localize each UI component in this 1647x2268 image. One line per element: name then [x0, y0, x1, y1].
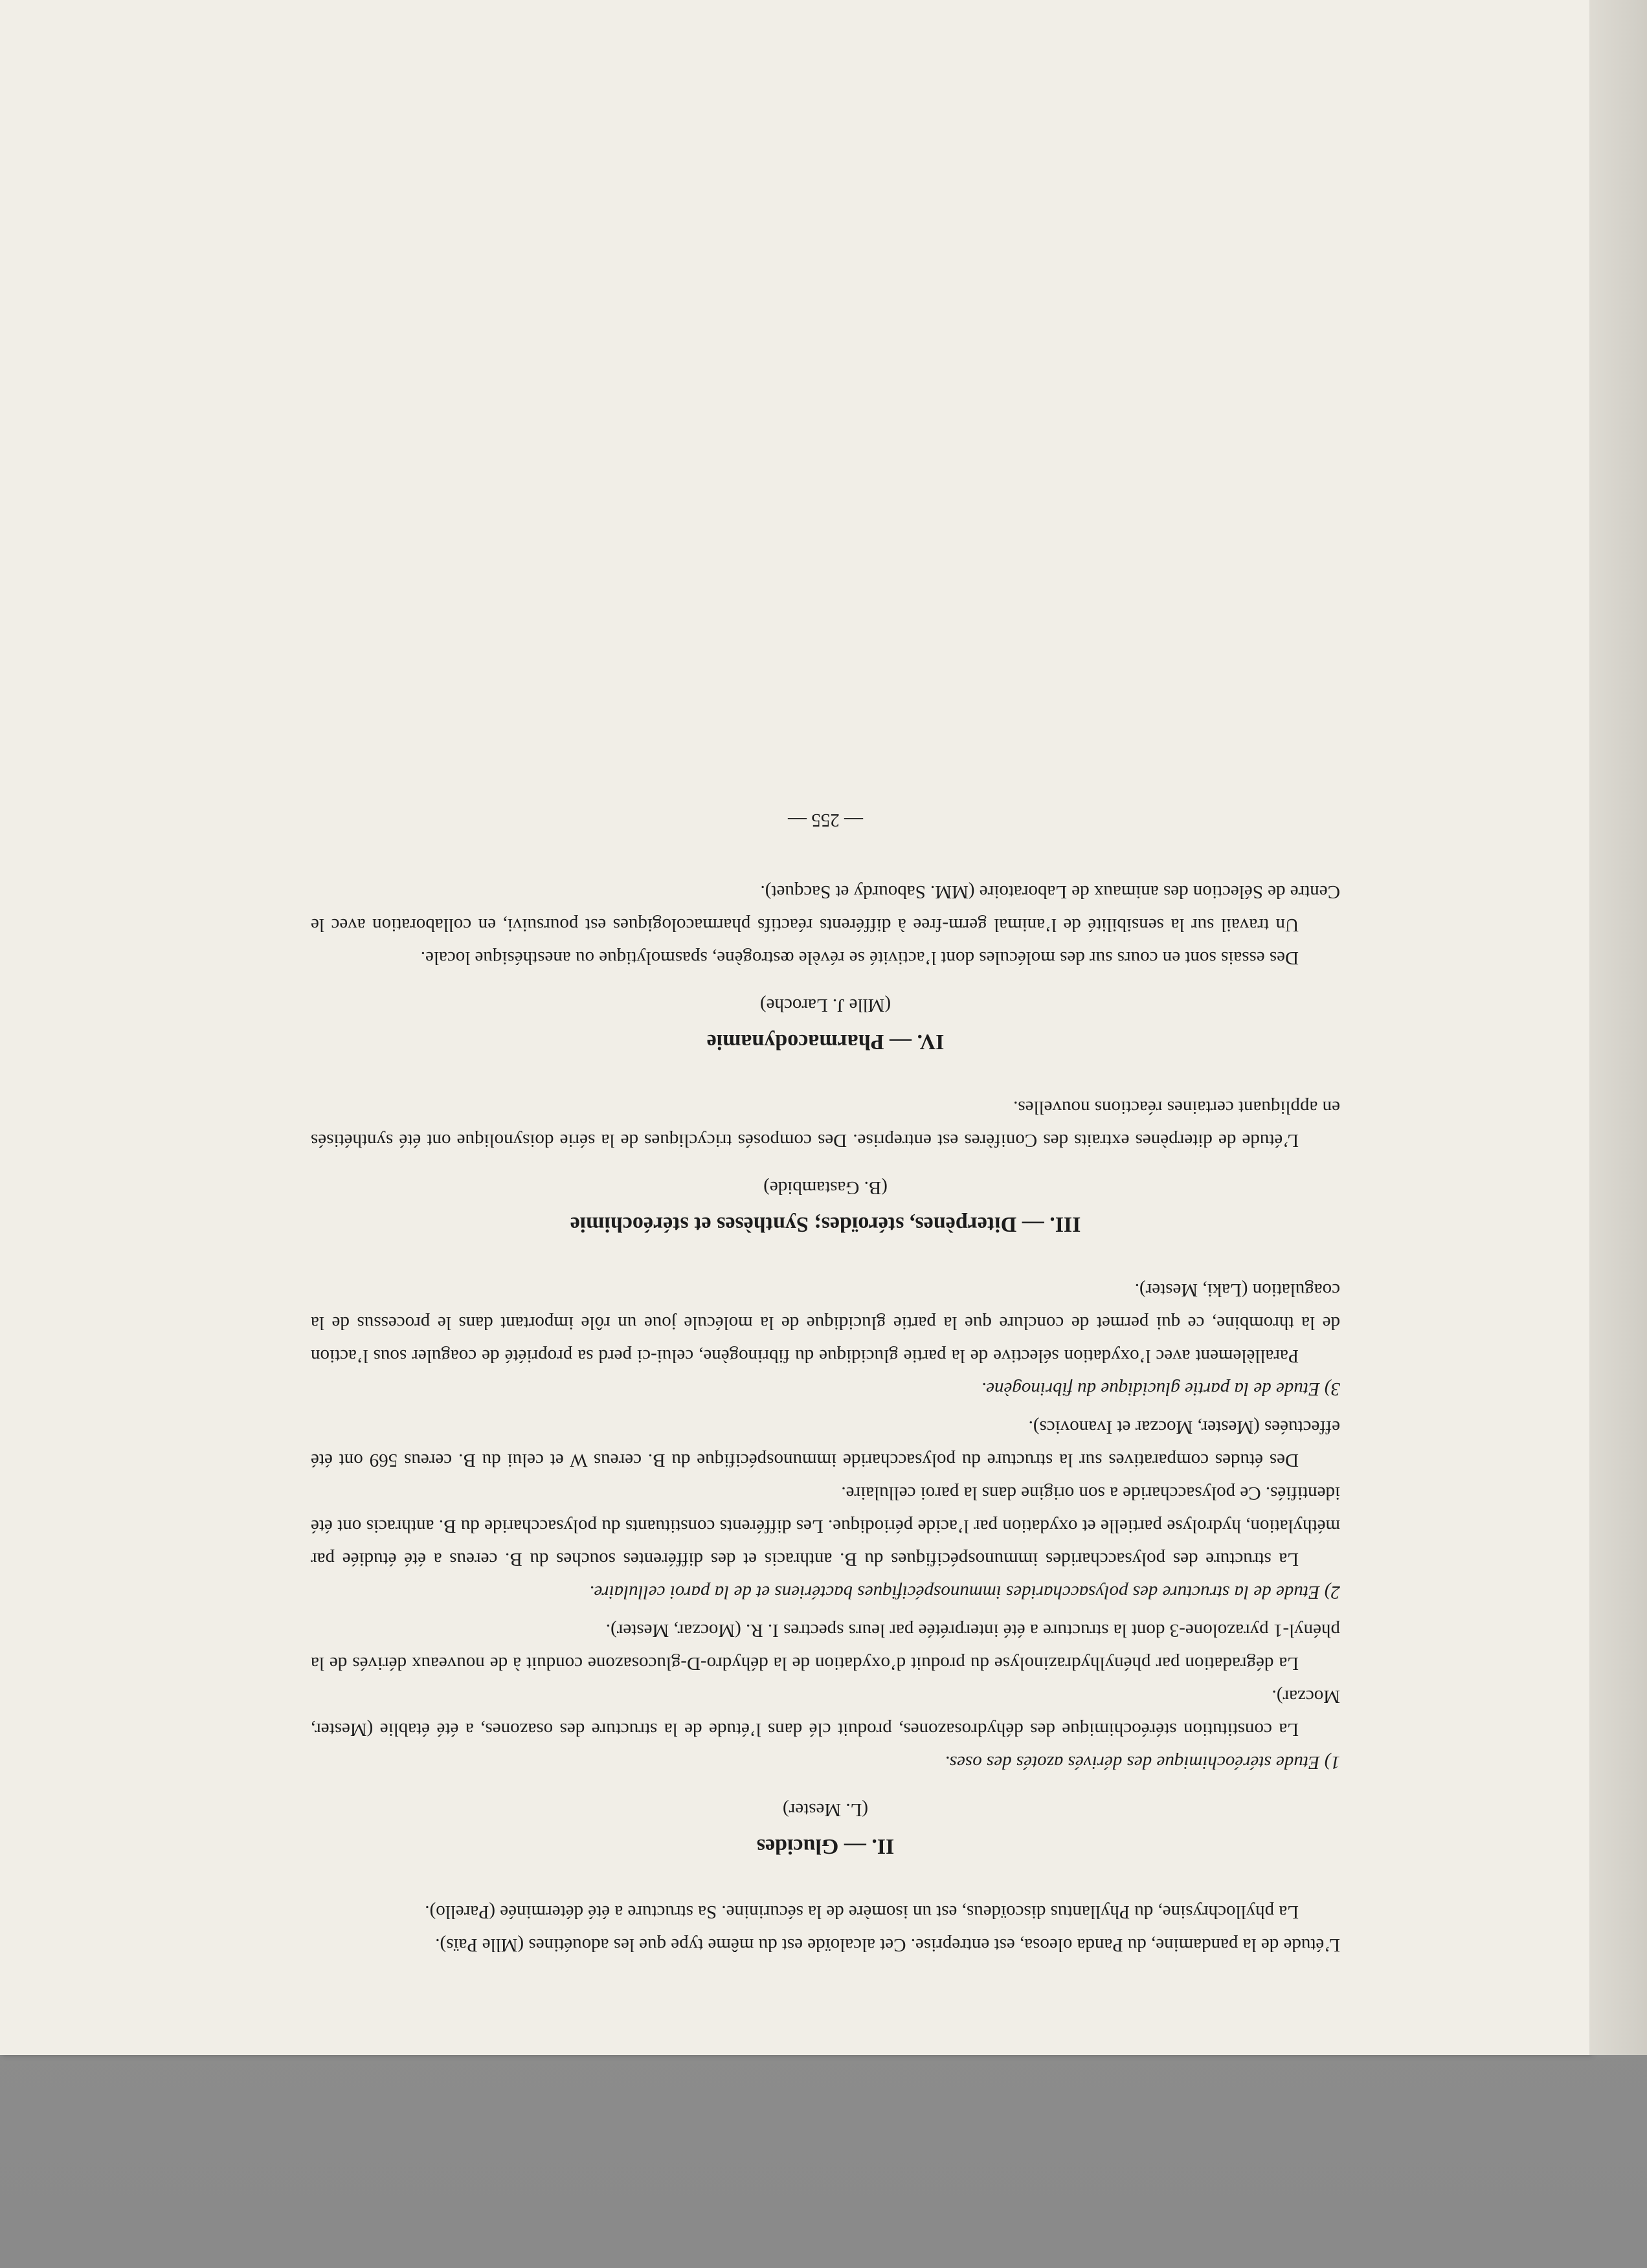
paragraph: Des études comparatives sur la structure du polysaccharide immunospécifique du B. cereus W et celui du B. cereus 569 ont été effectuées (Mester, Moczar et Ivanovics). [311, 1417, 1340, 1471]
section-author: (Mlle J. Laroche) [759, 995, 891, 1016]
section-heading: III. — Diterpènes, stéroïdes; Synthèses et stéréochimie [570, 1212, 1081, 1236]
paragraph: La dégradation par phénylhydrazinolyse du produit d’oxydation de la déhydro-D-glucosazone conduit à de nouveaux dérivés de la phényl-1 pyrazolone-3 dont la structure a été interprétée par leurs spectres I. R. (Moczar, Mester). [311, 1620, 1340, 1674]
page-number: — 255 — [788, 810, 863, 830]
section-author: (B. Gastambide) [763, 1177, 888, 1198]
paragraph: Un travail sur la sensibilité de l’animal germ-free à différents réactifs pharmacologiques est poursuivi, en collaboration avec le Centre de Sélection des animaux de Laboratoire (MM. Sabourdy et Sacquet). [311, 882, 1340, 935]
rotated-text-block [311, 803, 1340, 1961]
page-edge [1589, 0, 1647, 2055]
paragraph: Parallèlement avec l’oxydation sélective de la partie glucidique du fibrinogène, celui-ci perd sa propriété de coaguler sous l’action de la thrombine, ce qui permet de conclure que la partie glucidique de la molécule joue un rôle important dans le processus de la coagulation (Laki, Mester). [311, 1280, 1340, 1366]
paragraph: L’étude de la pandamine, du Panda oleosa, est entreprise. Cet alcaloïde est du même type que les adouétines (Mlle Païs). [435, 1935, 1340, 1955]
paragraph: La structure des polysaccharides immunospécifiques du B. anthracis et des différentes souches du B. cereus a été étudiée par méthylation, hydrolyse partielle et oxydation par l’acide périodique. Les différents constituants du polysaccharide du B. anthracis ont été identifiés. Ce polysaccharide a son origine dans la paroi cellulaire. [311, 1483, 1340, 1570]
section-author: (L. Mester) [782, 1799, 869, 1820]
subsection-title: 1) Etude stéréochimique des dérivés azotés des oses. [945, 1752, 1340, 1773]
paragraph: La phyllochrysine, du Phyllantus discoïdeus, est un isomère de la sécurinine. Sa structure a été déterminée (Parello). [425, 1902, 1299, 1922]
paragraph: Des essais sont en cours sur des molécules dont l’activité se révèle œstrogène, spasmolytique ou anesthésique locale. [420, 948, 1299, 968]
subsection-title: 3) Etude de la partie glucidique du fibrinogène. [981, 1379, 1340, 1399]
paragraph: La constitution stéréochimique des déhydrosazones, produit clé dans l’étude de la structure des osazones, a été établie (Mester, Moczar). [311, 1686, 1340, 1740]
section-heading: IV. — Pharmacodynamie [706, 1030, 945, 1054]
subsection-title: 2) Etude de la structure des polysaccharides immunospécifiques bactériens et de la paroi cellulaire. [589, 1582, 1340, 1603]
paragraph: L’étude de diterpènes extraits des Conifères est entreprise. Des composés tricycliques de la série doisynolique ont été synthétisés en appliquant certaines réactions nouvelles. [311, 1097, 1340, 1151]
section-heading: II. — Glucides [756, 1834, 895, 1858]
